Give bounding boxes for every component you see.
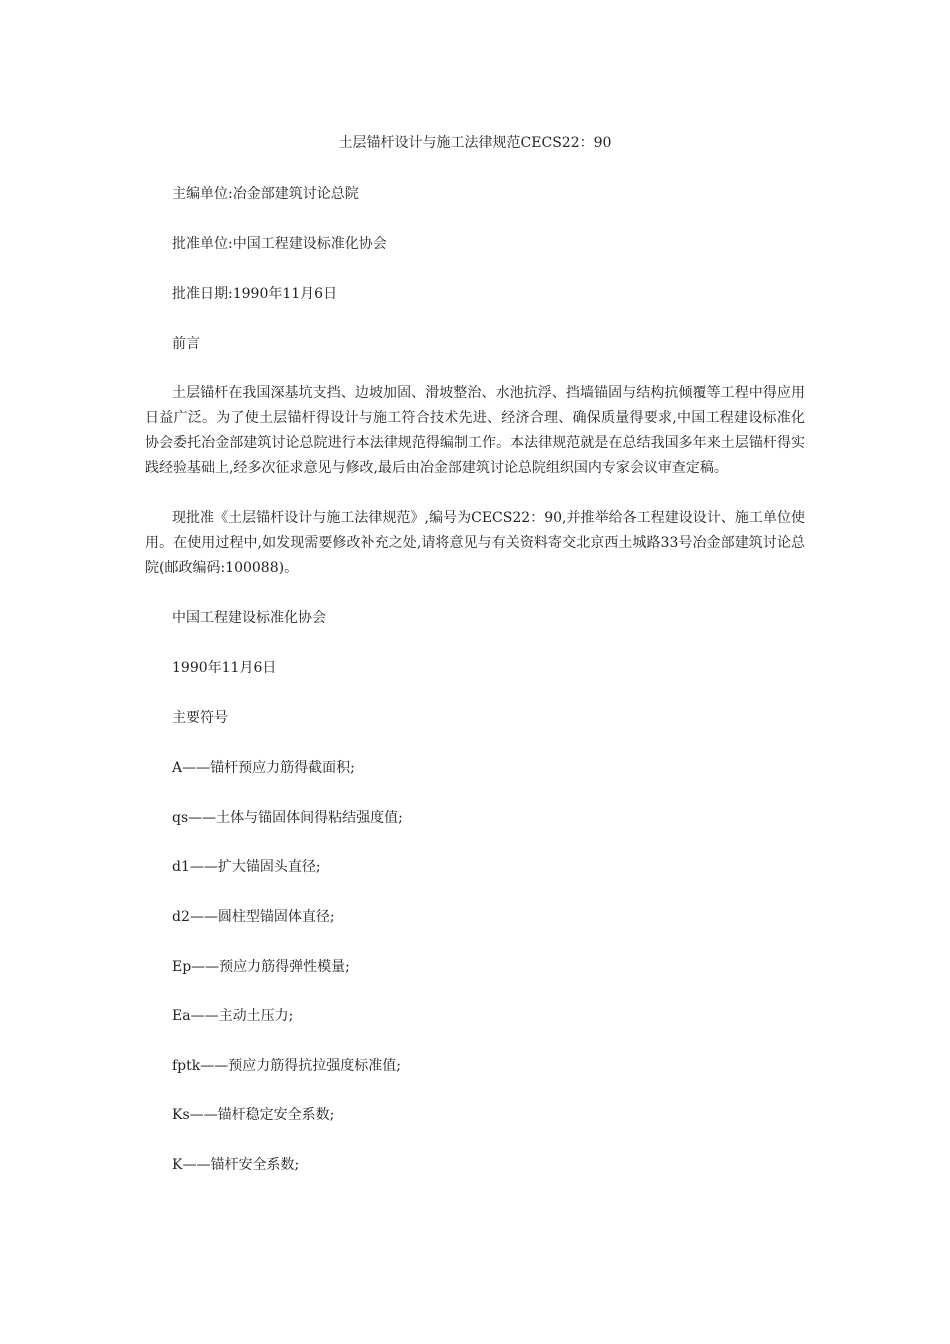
- signature-org: 中国工程建设标准化协会: [172, 610, 326, 626]
- preface-heading: 前言: [172, 336, 200, 352]
- approval-date: 批准日期:1990年11月6日: [172, 286, 338, 302]
- symbol-item: d2——圆柱型锚固体直径;: [172, 909, 335, 925]
- document-title: 土层锚杆设计与施工法律规范CECS22：90: [338, 135, 612, 151]
- preface-paragraph-2: 现批准《土层锚杆设计与施工法律规范》,编号为CECS22：90,并推举给各工程建设设计、施工单位使用。在使用过程中,如发现需要修改补充之处,请将意见与有关资料寄交北京西土城路33号冶金部建筑讨论总院(邮政编码:100088)。: [145, 510, 805, 576]
- symbol-item: Ea——主动土压力;: [172, 1008, 294, 1024]
- symbol-item: d1——扩大锚固头直径;: [172, 859, 321, 875]
- signature-date: 1990年11月6日: [172, 660, 277, 676]
- symbol-item: qs——土体与锚固体间得粘结强度值;: [172, 810, 403, 826]
- symbol-item: fptk——预应力筋得抗拉强度标准值;: [172, 1058, 401, 1074]
- approval-unit: 批准单位:中国工程建设标准化协会: [172, 236, 387, 252]
- symbol-item: K——锚杆安全系数;: [172, 1157, 300, 1173]
- symbols-heading: 主要符号: [172, 710, 228, 726]
- symbol-item: Ks——锚杆稳定安全系数;: [172, 1107, 335, 1123]
- symbol-item: A——锚杆预应力筋得截面积;: [172, 760, 355, 776]
- symbol-item: Ep——预应力筋得弹性模量;: [172, 959, 350, 975]
- preface-paragraph-1: 土层锚杆在我国深基坑支挡、边坡加固、滑坡整治、水池抗浮、挡墙锚固与结构抗倾覆等工程中得应用日益广泛。为了使土层锚杆得设计与施工符合技术先进、经济合理、确保质量得要求,中国工程建设标准化协会委托冶金部建筑讨论总院进行本法律规范得编制工作。本法律规范就是在总结我国多年来土层锚杆得实践经验基础上,经多次征求意见与修改,最后由冶金部建筑讨论总院组织国内专家会议审查定稿。: [145, 385, 805, 476]
- editor-unit: 主编单位:冶金部建筑讨论总院: [172, 186, 359, 202]
